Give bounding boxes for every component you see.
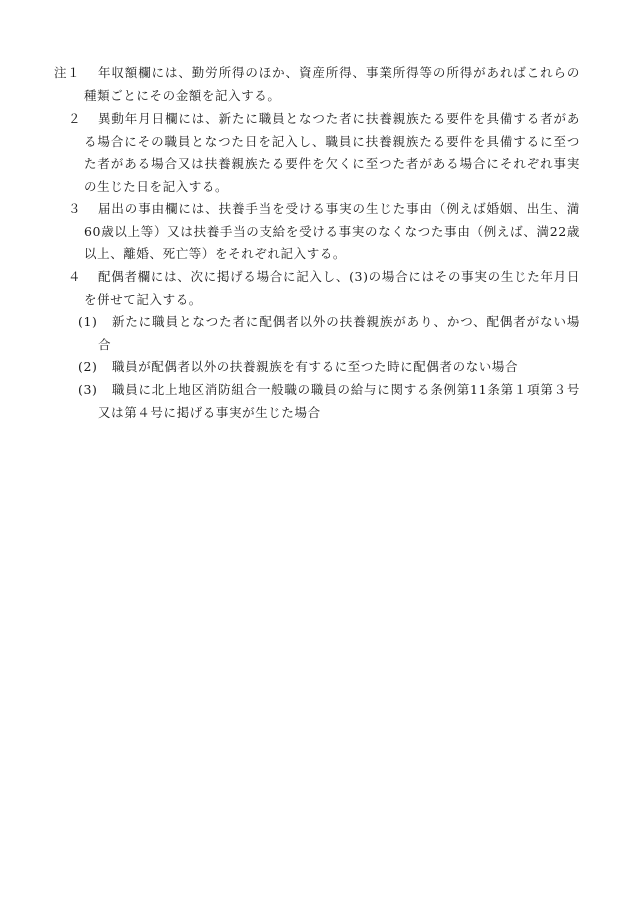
subitem-3-text: 職員に北上地区消防組合一般職の職員の給与に関する条例第11条第１項第３号又は第４号に掲げる事実が生じた場合 [98,382,580,420]
note-4 [68,266,580,311]
note-2-text: 異動年月日欄には、新たに職員となつた者に扶養親族たる要件を具備する者がある場合にその職員となつた日を記入し、職員に扶養親族たる要件を具備するに至つた者がある場合又は扶養親族たる要件を欠くに至つた者がある場合にそれぞれ事実の生じた日を記入する。 [84,111,580,194]
note-1-label: 注１ [54,65,81,80]
note-3 [68,198,580,266]
subitem-1-text: 新たに職員となつた者に配偶者以外の扶養親族があり、かつ、配偶者がない場合 [98,314,580,352]
subitem-2-label: (2) [78,359,98,374]
subitem-1-label: (1) [78,314,98,329]
subitem-3-label: (3) [78,382,98,397]
subitem-2-text: 職員が配偶者以外の扶養親族を有するに至つた時に配偶者のない場合 [112,359,519,374]
note-1-text: 年収額欄には、勤労所得のほか、資産所得、事業所得等の所得があればこれらの種類ごとにその金額を記入する。 [84,65,580,103]
note-4-label: ４ [68,269,82,284]
note-3-text: 届出の事由欄には、扶養手当を受ける事実の生じた事由（例えば婚姻、出生、満60歳以上等）又は扶養手当の支給を受ける事実のなくなつた事由（例えば、満22歳以上、離婚、死亡等）をそれぞれ記入する。 [84,201,580,262]
note-3-label: ３ [68,201,82,216]
note-4-text: 配偶者欄には、次に掲げる場合に記入し、(3)の場合にはその事実の生じた年月日を併せて記入する。 [84,269,580,307]
note-2 [68,108,580,198]
subitem-1 [78,311,580,356]
note-1 [54,62,580,107]
subitem-3 [78,379,580,424]
note-2-label: ２ [68,111,82,126]
subitem-2 [78,356,580,379]
